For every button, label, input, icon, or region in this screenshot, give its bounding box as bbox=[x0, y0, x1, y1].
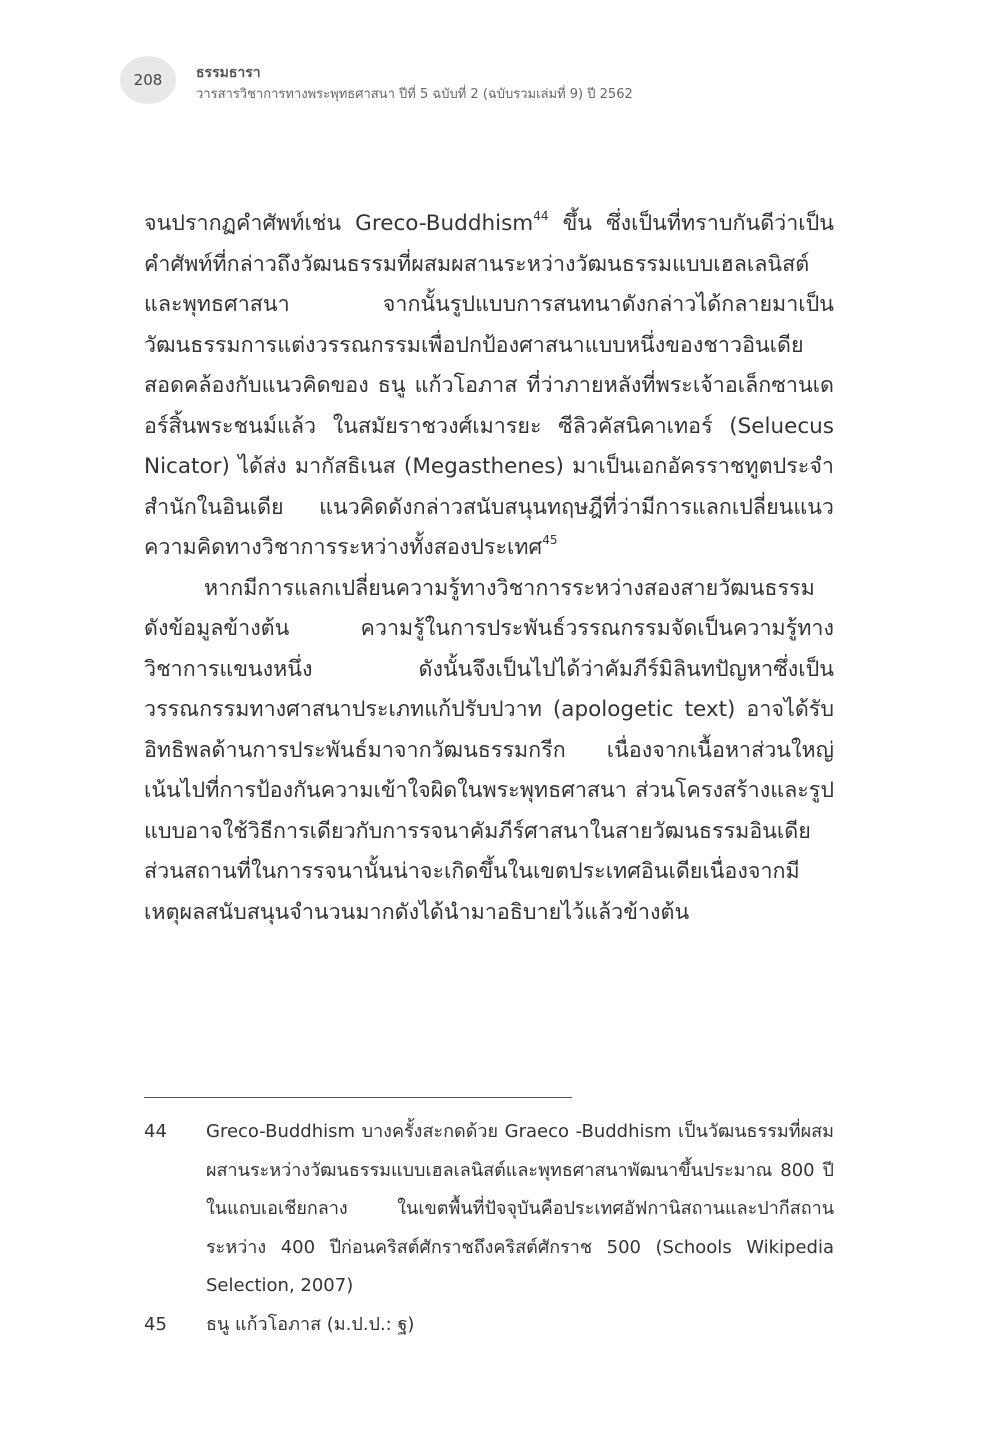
page-number-badge bbox=[120, 56, 176, 104]
footnote-ref-45: 45 bbox=[542, 533, 558, 547]
paragraph-1-part-2: ขึ้น ซึ่งเป็นที่ทราบกันดีว่าเป็นคำศัพท์ที่กล่าวถึงวัฒนธรรมที่ผสมผสานระหว่างวัฒนธรรมแบบเฮลเลนิสต์และพุทธศาสนา จากนั้นรูปแบบการสนทนาดังกล่าวได้กลายมาเป็นวัฒนธรรมการแต่งวรรณกรรมเพื่อปกป้องศาสนาแบบหนึ่งของชาวอินเดีย สอดคล้องกับแนวคิดของ ธนู แก้วโอภาส ที่ว่าภายหลังที่พระเจ้าอเล็กซานเดอร์สิ้นพระชนม์แล้ว ในสมัยราชวงศ์เมารยะ ซีลิวคัสนิคาเทอร์ (Seluecus Nicator) ได้ส่ง มากัสธิเนส (Megasthenes) มาเป็นเอกอัครราชทูตประจำสำนักในอินเดีย แนวคิดดังกล่าวสนับสนุนทฤษฎีที่ว่ามีการแลกเปลี่ยนแนวความคิดทางวิชาการระหว่างทั้งสองประเทศ bbox=[144, 211, 834, 560]
body-text bbox=[144, 204, 834, 933]
footnote-text: Greco-Buddhism บางครั้งสะกดด้วย Graeco -Buddhism เป็นวัฒนธรรมที่ผสมผสานระหว่างวัฒนธรรมแบบเฮลเลนิสต์และพุทธศาสนาพัฒนาขึ้นประมาณ 800 ปีในแถบเอเชียกลาง ในเขตพื้นที่ปัจจุบันคือประเทศอัฟกานิสถานและปากีสถาน ระหว่าง 400 ปีก่อนคริสต์ศักราชถึงคริสต์ศักราช 500 (Schools Wikipedia Selection, 2007) bbox=[206, 1121, 834, 1296]
footnote-ref-44: 44 bbox=[533, 209, 549, 223]
footnote-44 bbox=[144, 1113, 834, 1306]
footnote-45 bbox=[144, 1306, 834, 1345]
footnote-text: ธนู แก้วโอภาส (ม.ป.ป.: ฐ) bbox=[206, 1313, 415, 1335]
paragraph-2: หากมีการแลกเปลี่ยนความรู้ทางวิชาการระหว่างสองสายวัฒนธรรมดังข้อมูลข้างต้น ความรู้ในการประพันธ์วรรณกรรมจัดเป็นความรู้ทางวิชาการแขนงหนึ่ง ดังนั้นจึงเป็นไปได้ว่าคัมภีร์มิลินทปัญหาซึ่งเป็นวรรณกรรมทางศาสนาประเภทแก้ปรับปวาท (apologetic text) อาจได้รับอิทธิพลด้านการประพันธ์มาจากวัฒนธรรมกรีก เนื่องจากเนื้อหาส่วนใหญ่เน้นไปที่การป้องกันความเข้าใจผิดในพระพุทธศาสนา ส่วนโครงสร้างและรูปแบบอาจใช้วิธีการเดียวกับการรจนาคัมภีร์ศาสนาในสายวัฒนธรรมอินเดีย ส่วนสถานที่ในการรจนานั้นน่าจะเกิดขึ้นในเขตประเทศอินเดียเนื่องจากมีเหตุผลสนับสนุนจำนวนมากดังได้นำมาอธิบายไว้แล้วข้างต้น bbox=[144, 575, 834, 925]
footnote-divider bbox=[144, 1097, 572, 1098]
paragraph-1-part-1: จนปรากฏคำศัพท์เช่น Greco-Buddhism bbox=[144, 211, 534, 236]
footnote-number: 45 bbox=[144, 1313, 167, 1335]
footnotes bbox=[144, 1113, 834, 1344]
footnote-number: 44 bbox=[144, 1121, 167, 1142]
journal-name: ธรรมธารา bbox=[196, 65, 261, 81]
running-header bbox=[196, 62, 633, 106]
paragraph-1 bbox=[144, 204, 834, 569]
journal-subtitle: วารสารวิชาการทางพระพุทธศาสนา ปีที่ 5 ฉบับที่ 2 (ฉบับรวมเล่มที่ 9) ปี 2562 bbox=[196, 87, 633, 102]
page-number: 208 bbox=[133, 71, 163, 89]
